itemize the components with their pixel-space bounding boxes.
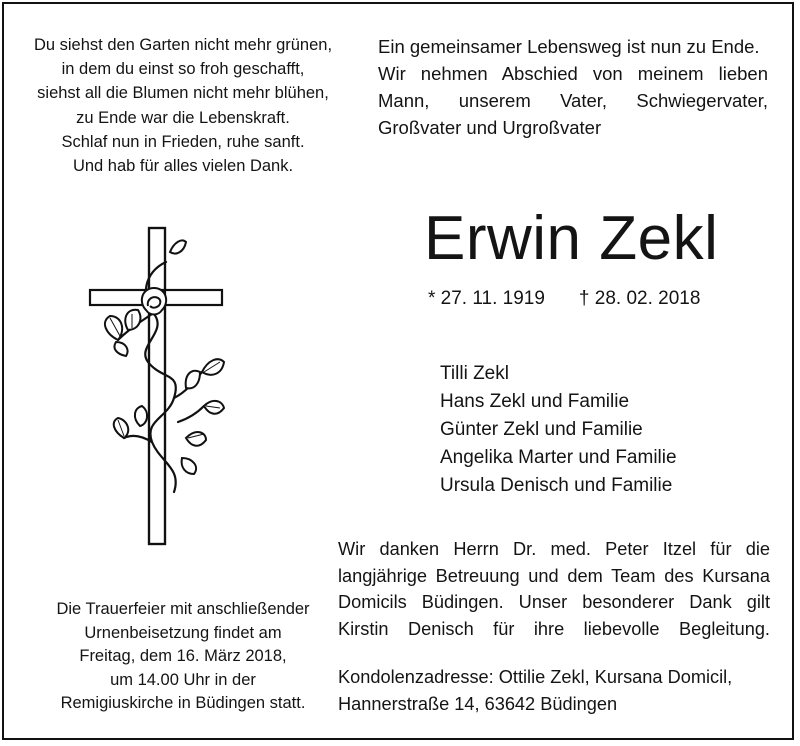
intro-line: Wir nehmen Abschied von meinem lieben bbox=[378, 63, 768, 84]
ceremony-line: Remigiuskirche in Büdingen statt. bbox=[60, 694, 306, 713]
mourner-item: Tilli Zekl bbox=[440, 363, 509, 384]
ceremony-line: um 14.00 Uhr in der bbox=[110, 670, 256, 689]
thanks-line: Domicils Büdingen. Unser besonderer Dank gilt bbox=[338, 592, 770, 612]
mourner-item: Hans Zekl und Familie bbox=[440, 391, 630, 412]
mourner-item: Günter Zekl und Familie bbox=[440, 419, 643, 440]
ceremony-line: Freitag, dem 16. März 2018, bbox=[79, 647, 287, 666]
poem-line: Schlaf nun in Frieden, ruhe sanft. bbox=[61, 132, 305, 151]
poem-line: Und hab für alles vielen Dank. bbox=[72, 157, 294, 176]
poem-line: siehst all die Blumen nicht mehr blühen, bbox=[37, 84, 329, 103]
birth-date: * 27. 11. 1919 bbox=[428, 288, 545, 309]
thanks-line: Wir danken Herrn Dr. med. Peter Itzel für die bbox=[338, 539, 770, 559]
death-date: † 28. 02. 2018 bbox=[578, 288, 701, 309]
address-line: Hannerstraße 14, 63642 Büdingen bbox=[338, 693, 618, 714]
mourners-list bbox=[440, 360, 760, 500]
deceased-name: Erwin Zekl bbox=[424, 204, 719, 273]
cross-with-rose-icon bbox=[82, 222, 232, 552]
intro-text bbox=[378, 33, 768, 141]
poem bbox=[22, 33, 344, 178]
mourner-item: Angelika Marter und Familie bbox=[440, 447, 677, 468]
intro-line: Mann, unserem Vater, Schwiegervater, bbox=[378, 90, 768, 111]
poem-line: zu Ende war die Lebenskraft. bbox=[76, 108, 290, 127]
poem-line: Du siehst den Garten nicht mehr grünen, bbox=[33, 36, 333, 54]
ceremony-notice bbox=[22, 598, 344, 716]
intro-line: Großvater und Urgroßvater bbox=[378, 117, 602, 138]
thanks-line: langjährige Betreuung und dem Team des Kursana bbox=[338, 565, 770, 586]
condolence-address bbox=[338, 664, 770, 717]
thanks-line: Kirstin Denisch für ihre liebevolle Begleitung. bbox=[338, 618, 770, 639]
intro-line: Ein gemeinsamer Lebensweg ist nun zu Ende. bbox=[378, 36, 760, 57]
ceremony-line: Urnenbeisetzung findet am bbox=[84, 623, 282, 642]
thanks-text bbox=[338, 536, 770, 642]
address-line: Kondolenzadresse: Ottilie Zekl, Kursana Domicil, bbox=[338, 667, 733, 687]
ceremony-line: Die Trauerfeier mit anschließender bbox=[56, 600, 310, 618]
life-dates bbox=[428, 287, 748, 311]
poem-line: in dem du einst so froh geschafft, bbox=[61, 60, 305, 79]
mourner-item: Ursula Denisch und Familie bbox=[440, 475, 673, 496]
